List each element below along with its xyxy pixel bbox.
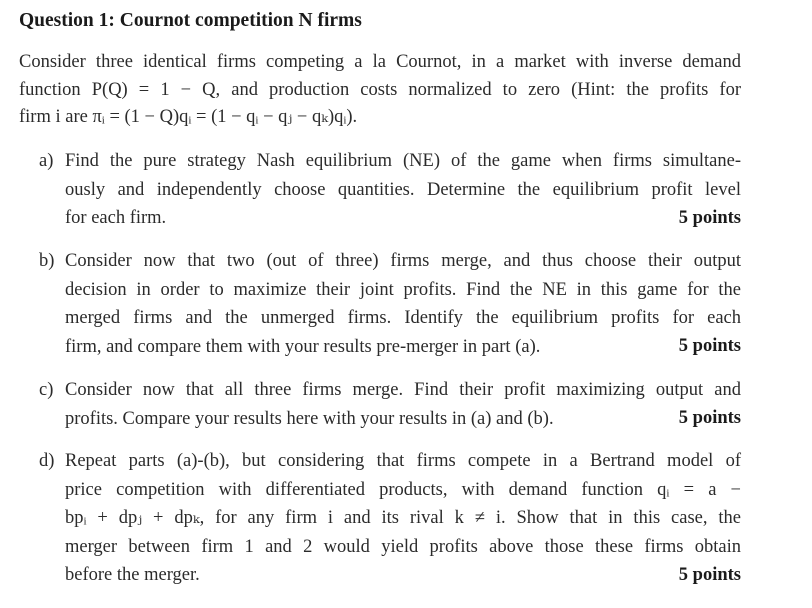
points-label: 5 points [678,336,741,356]
part-line: Find the pure strategy Nash equilibrium (NE) of the game when firms simultane- [65,151,741,171]
part-line: merger between firm 1 and 2 would yield profits above those these firms obtain [65,536,741,557]
part-d [39,447,741,590]
part-line: decision in order to maximize their joint profits. Find the NE in this game for the [65,279,741,300]
part-label: d) [39,451,55,471]
question-title: Question 1: Cournot competition N firms [19,10,362,31]
part-a [39,147,741,233]
part-line: Consider now that all three firms merge. Find their profit maximizing output and [65,380,741,400]
part-line: ously and independently choose quantities. Determine the equilibrium profit level [65,179,741,200]
part-label: b) [39,251,55,271]
intro-line: firm i are πᵢ = (1 − Q)qᵢ = (1 − qᵢ − qⱼ − qₖ)qᵢ). [19,107,358,127]
part-b [39,247,741,361]
part-line: Consider now that two (out of three) firms merge, and thus choose their output [65,251,741,271]
part-line: bpᵢ + dpⱼ + dpₖ, for any firm i and its rival k ≠ i. Show that in this case, the [65,508,741,528]
part-label: c) [39,380,54,400]
points-label: 5 points [678,565,741,585]
part-label: a) [39,151,54,171]
intro-paragraph [19,49,741,132]
part-line: merged firms and the unmerged firms. Identify the equilibrium profits for each [65,308,741,328]
part-line: Repeat parts (a)-(b), but considering that firms compete in a Bertrand model of [65,451,741,471]
intro-line: function P(Q) = 1 − Q, and production costs normalized to zero (Hint: the profits for [19,79,741,100]
part-line: before the merger. [65,565,200,585]
points-label: 5 points [678,208,741,228]
part-line: price competition with differentiated products, with demand function qᵢ = a − [65,479,741,500]
part-line: for each firm. [65,208,167,228]
points-label: 5 points [678,408,741,428]
part-line: profits. Compare your results here with your results in (a) and (b). [65,408,554,429]
part-line: firm, and compare them with your results pre-merger in part (a). [65,336,541,357]
part-c [39,376,741,433]
intro-line: Consider three identical firms competing a la Cournot, in a market with inverse demand [19,52,741,72]
